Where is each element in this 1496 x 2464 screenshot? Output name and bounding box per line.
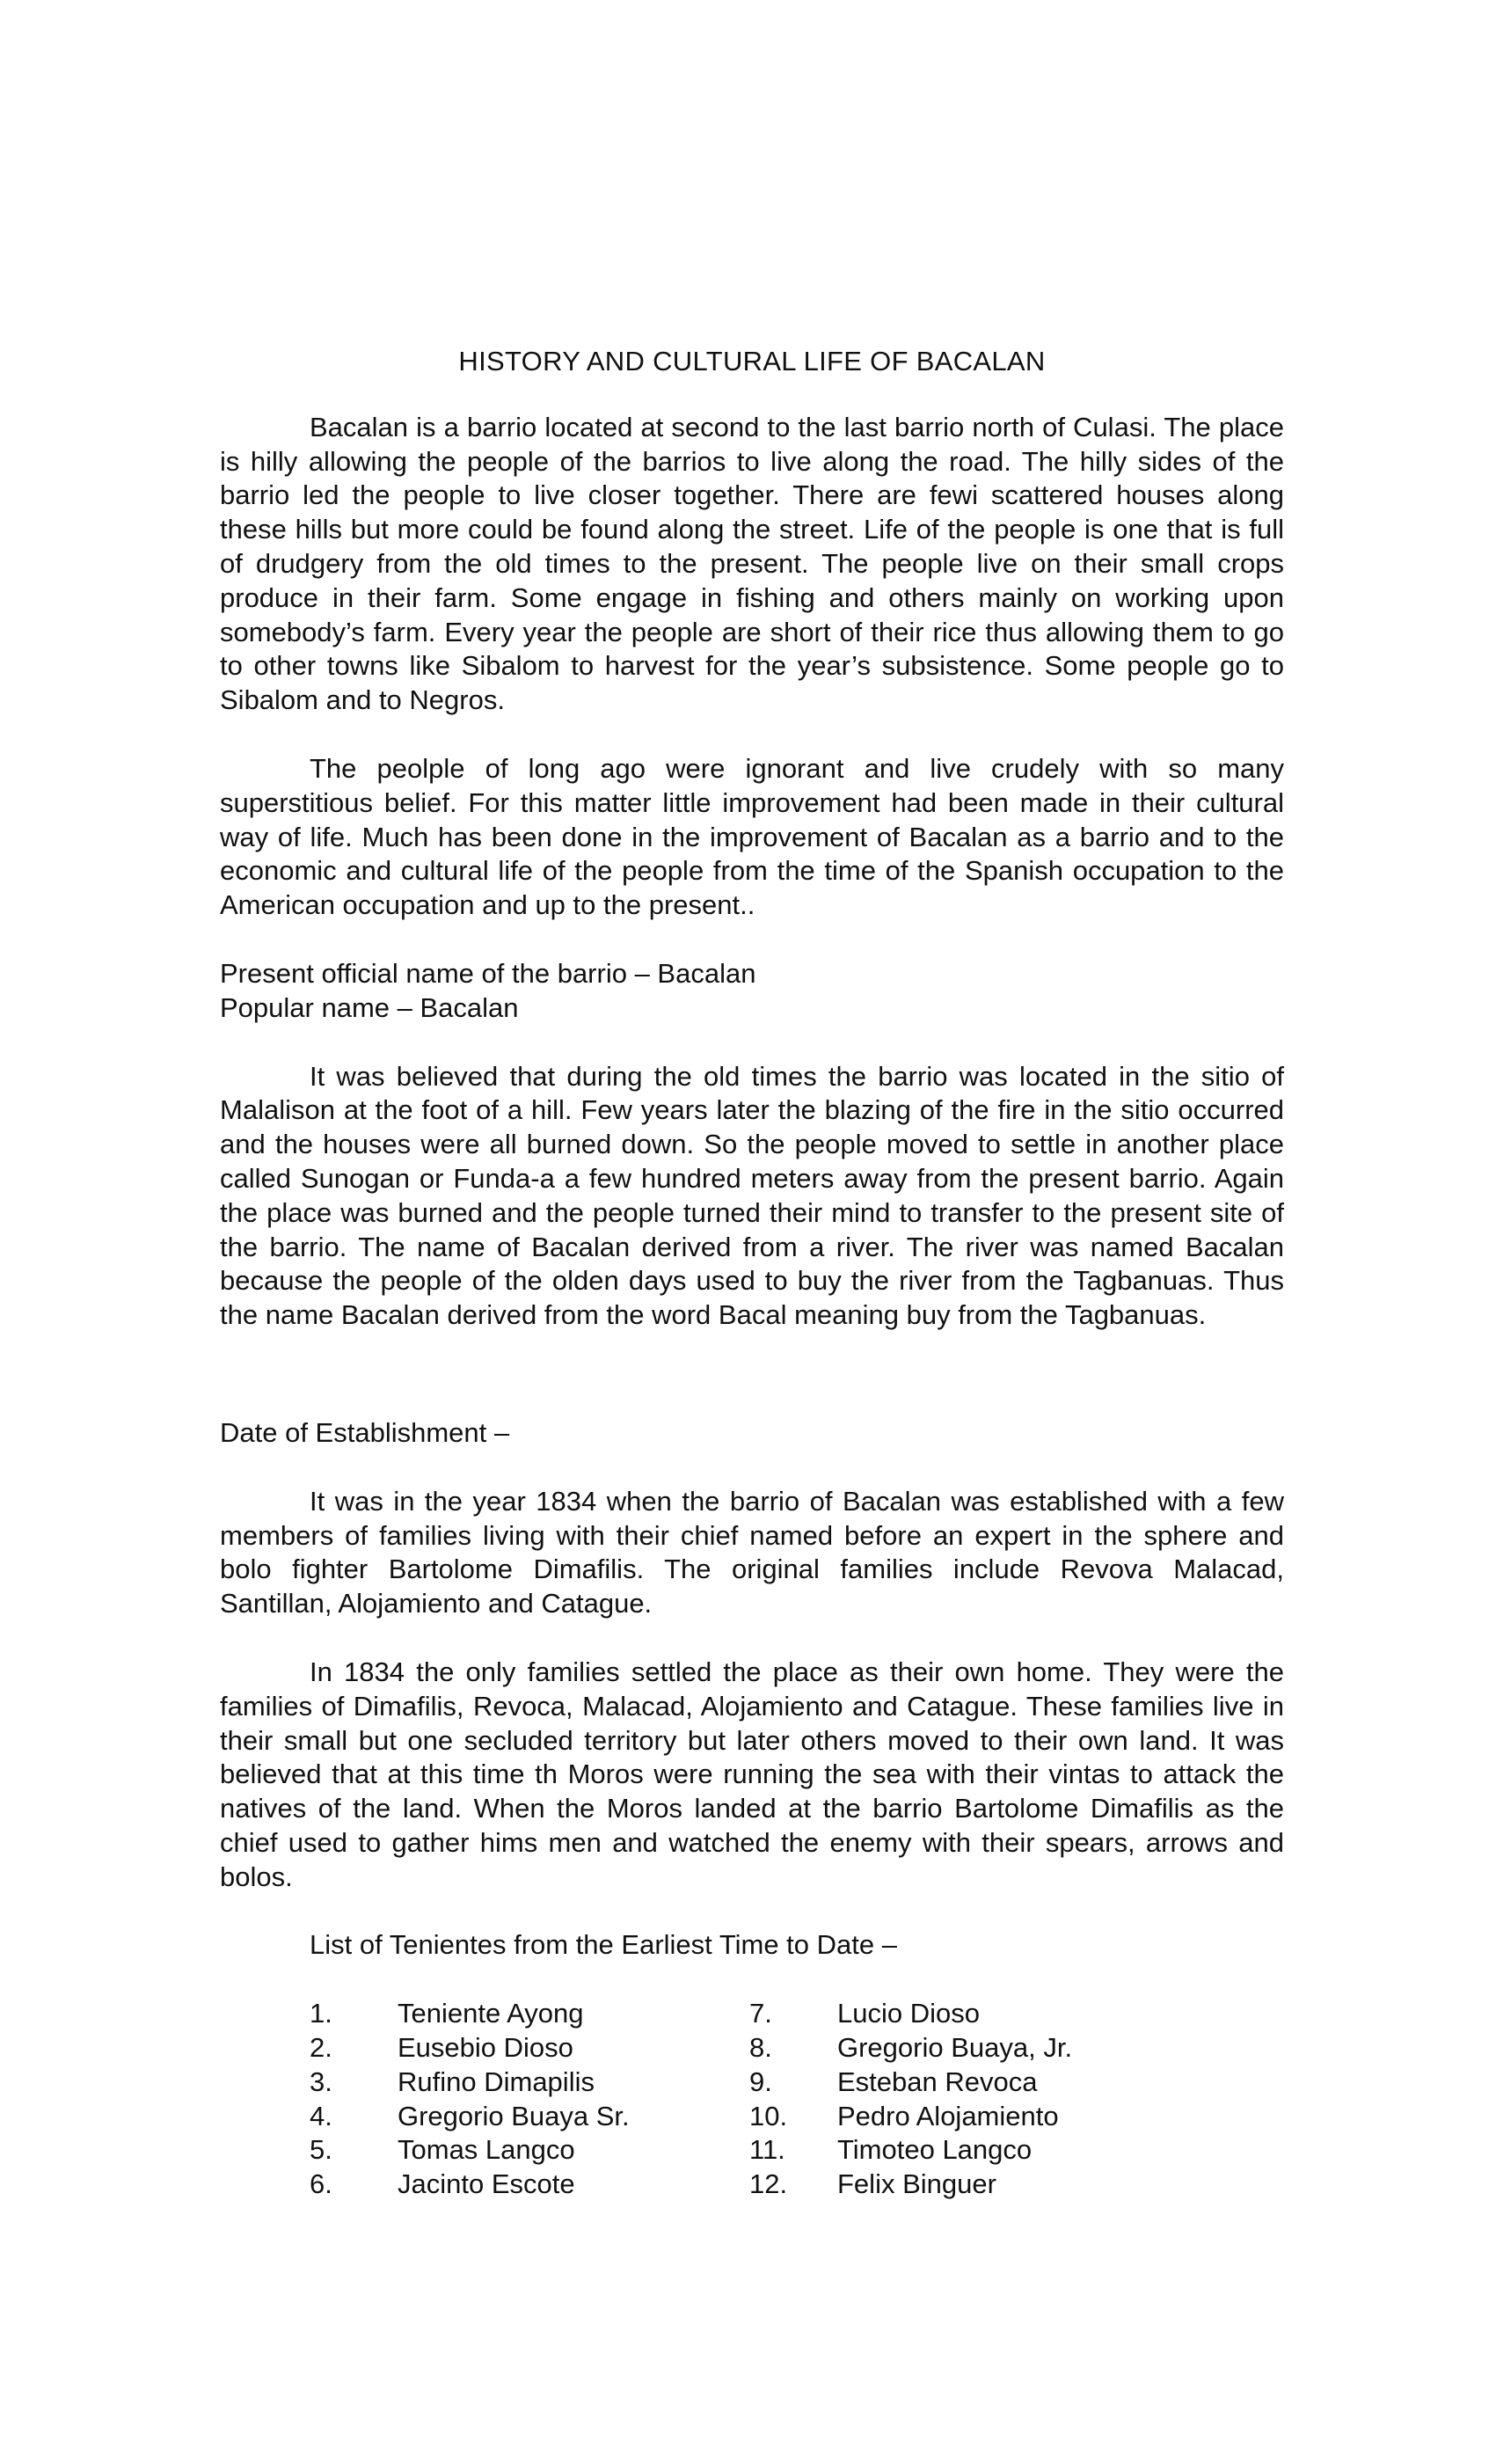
list-item-name: Lucio Dioso xyxy=(837,1998,980,2029)
list-item-name: Gregorio Buaya, Jr. xyxy=(837,2032,1073,2064)
document-page xyxy=(220,345,1284,2208)
paragraph-culture: The peolple of long ago were ignorant and live crudely with so many superstitious belief. For this matter little improvement had been made in their cultural way of life. Much has been done in the improvement of Bacalan as a barrio and to the economic and cultural life of the people from the time of the Spanish occupation to the American occupation and up to the present.. xyxy=(220,752,1284,921)
list-item-number: 4. xyxy=(310,2100,332,2131)
list-item-name: Eusebio Dioso xyxy=(398,2032,573,2064)
official-name-line: Present official name of the barrio – Bacalan xyxy=(220,957,756,989)
list-item-number: 11. xyxy=(749,2134,785,2166)
list-item-number: 5. xyxy=(310,2134,332,2166)
barrio-names xyxy=(220,957,1284,1026)
paragraph-origin: It was believed that during the old times the barrio was located in the sitio of Malalison at the foot of a hill. Few years later the blazing of the fire in the sitio occurred and the houses were all burned down. So the people moved to settle in another place called Sunogan or Funda-a a few hundred meters away from the present barrio. Again the place was burned and the people turned their mind to transfer to the present site of the barrio. The name of Bacalan derived from a river. The river was named Bacalan because the people of the olden days used to buy the river from the Tagbanuas. Thus the name Bacalan derived from the word Bacal meaning buy from the Tagbanuas. xyxy=(220,1060,1284,1331)
list-item-number: 3. xyxy=(310,2066,332,2097)
spacer xyxy=(220,1367,1284,1416)
popular-name-line: Popular name – Bacalan xyxy=(220,991,519,1023)
paragraph-establishment: It was in the year 1834 when the barrio of Bacalan was established with a few members of families living with their chief named before an expert in the sphere and bolo fighter Bartolome Dimafilis. The original families include Revova Malacad, Santillan, Alojamiento and Catague. xyxy=(220,1485,1284,1620)
list-item-name: Timoteo Langco xyxy=(837,2134,1033,2166)
list-item-number: 9. xyxy=(749,2066,772,2097)
list-item-name: Esteban Revoca xyxy=(837,2066,1038,2097)
paragraph-intro: Bacalan is a barrio located at second to the last barrio north of Culasi. The place is hilly allowing the people of the barrios to live along the road. The hilly sides of the barrio led the people to live closer together. There are fewi scattered houses along these hills but more could be found along the street. Life of the people is one that is full of drudgery from the old times to the present. The people live on their small crops produce in their farm. Some engage in fishing and others mainly on working upon somebody’s farm. Every year the people are short of their rice thus allowing them to go to other towns like Sibalom to harvest for the year’s subsistence. Some people go to Sibalom and to Negros. xyxy=(220,411,1284,716)
list-item-name: Tomas Langco xyxy=(398,2134,575,2166)
list-item-number: 8. xyxy=(749,2032,772,2064)
tenientes-heading: List of Tenientes from the Earliest Time to Date – xyxy=(310,1929,897,1961)
paragraph-families: In 1834 the only families settled the place as their own home. They were the families of Dimafilis, Revoca, Malacad, Alojamiento and Catague. These families live in their small but one secluded territory but later others moved to their own land. It was believed that at this time th Moros were running the sea with their vintas to attack the natives of the land. When the Moros landed at the barrio Bartolome Dimafilis as the chief used to gather hims men and watched the enemy with their spears, arrows and bolos. xyxy=(220,1656,1284,1892)
list-item-number: 7. xyxy=(749,1998,772,2029)
list-item-name: Felix Binguer xyxy=(837,2168,996,2200)
list-item-number: 1. xyxy=(310,1998,332,2029)
tenientes-list xyxy=(220,1997,1284,2208)
page-title: HISTORY AND CULTURAL LIFE OF BACALAN xyxy=(458,346,1046,377)
list-item-name: Jacinto Escote xyxy=(398,2168,575,2200)
list-item-number: 12. xyxy=(749,2168,788,2200)
list-item-number: 2. xyxy=(310,2032,332,2064)
list-item-name: Teniente Ayong xyxy=(398,1998,584,2029)
list-item-name: Pedro Alojamiento xyxy=(837,2100,1059,2131)
list-item-name: Gregorio Buaya Sr. xyxy=(398,2100,630,2131)
list-item-number: 6. xyxy=(310,2168,332,2200)
list-item-number: 10. xyxy=(749,2100,788,2131)
list-item-name: Rufino Dimapilis xyxy=(398,2066,595,2097)
establishment-label: Date of Establishment – xyxy=(220,1416,510,1448)
